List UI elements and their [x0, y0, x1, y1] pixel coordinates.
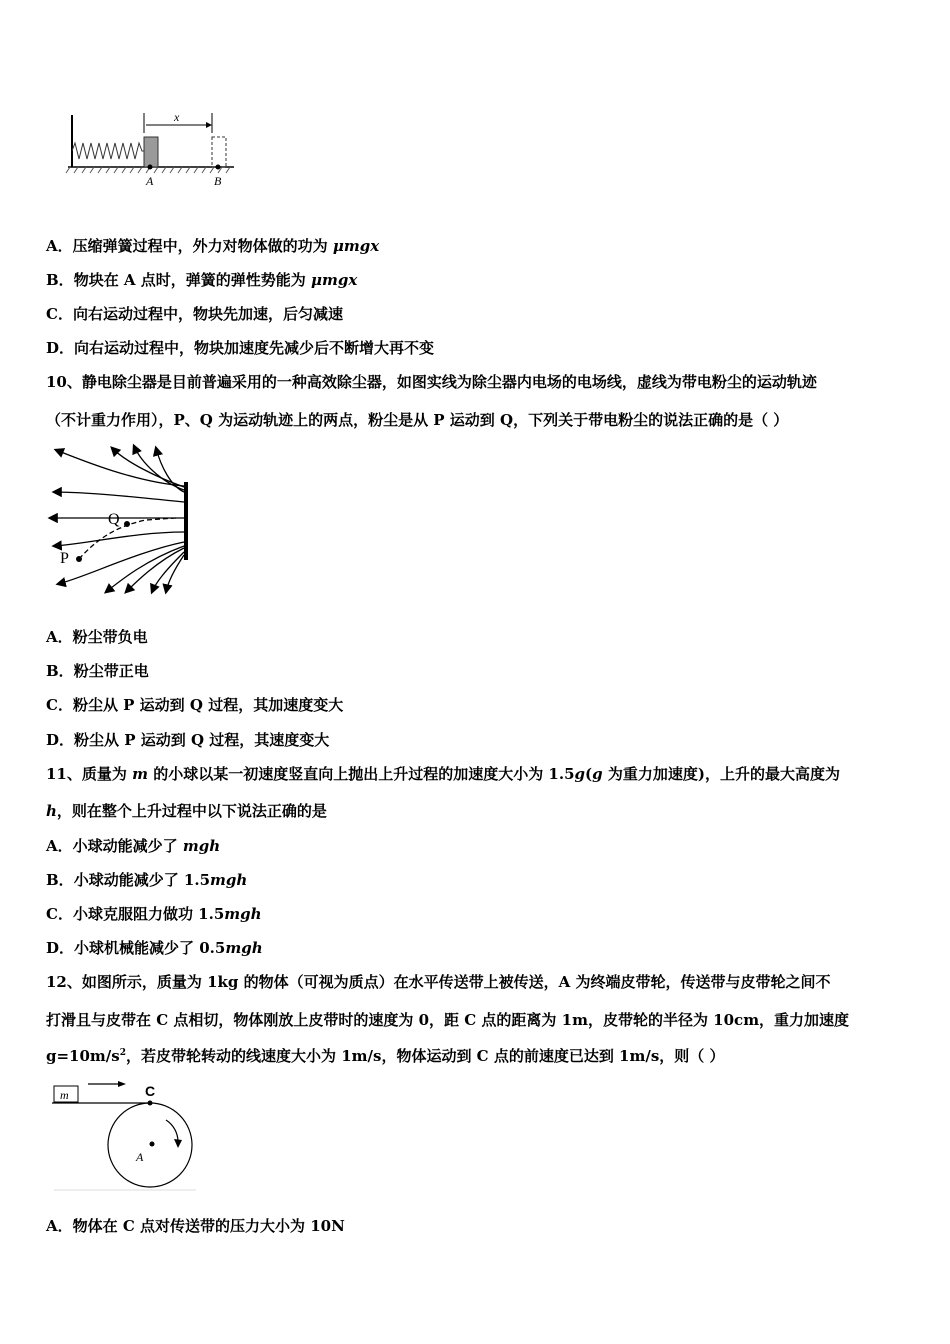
label-m: m: [60, 1088, 69, 1102]
label-p: P: [60, 550, 69, 567]
spring-block-figure: [62, 105, 242, 195]
q12-stem-line1: 12、如图所示，质量为 1kg 的物体（可视为质点）在水平传送带上被传送，A 为终端皮带轮，传送带与皮带轮之间不: [46, 973, 831, 991]
q9-option-d: D．向右运动过程中，物块加速度先减少后不断增大再不变: [46, 339, 435, 357]
q12-stem-line2: 打滑且与皮带在 C 点相切，物体刚放上皮带时的速度为 0，距 C 点的距离为 1m，皮带轮的半径为 10cm，重力加速度: [46, 1011, 850, 1029]
q10-option-b: B．粉尘带正电: [46, 662, 149, 680]
label-c: C: [145, 1083, 156, 1099]
q9-option-a: A．压缩弹簧过程中，外力对物体做的功为 μmgx: [46, 237, 380, 255]
label-b: B: [214, 174, 222, 188]
block-b-dashed: [212, 137, 226, 167]
block-a: [144, 137, 158, 167]
q10-option-a: A．粉尘带负电: [46, 628, 148, 646]
q9-option-c: C．向右运动过程中，物块先加速，后匀减速: [46, 305, 343, 323]
q12-option-a: A．物体在 C 点对传送带的压力大小为 10N: [46, 1217, 345, 1235]
q11-stem-line2: h，则在整个上升过程中以下说法正确的是: [46, 802, 327, 820]
rotation-arrow: [166, 1120, 178, 1142]
q10-stem-line1: 10、静电除尘器是目前普遍采用的一种高效除尘器，如图实线为除尘器内电场的电场线，虚线为带电粉尘的运动轨迹: [46, 373, 817, 391]
point-p: [76, 556, 82, 562]
q10-stem-line2: （不计重力作用），P、Q 为运动轨迹上的两点，粉尘是从 P 运动到 Q，下列关于带电粉尘的说法正确的是（ ）: [46, 411, 789, 429]
q10-option-c: C．粉尘从 P 运动到 Q 过程，其加速度变大: [46, 696, 344, 714]
label-a: A: [146, 174, 154, 188]
conveyor-belt-figure: [50, 1076, 200, 1194]
q11-stem-line1: 11、质量为 m 的小球以某一初速度竖直向上抛出上升过程的加速度大小为 1.5g(g 为重力加速度)，上升的最大高度为: [46, 765, 840, 783]
q11-option-b: B．小球动能减少了 1.5mgh: [46, 871, 248, 889]
electric-field-figure: [46, 442, 196, 597]
q11-option-d: D．小球机械能减少了 0.5mgh: [46, 939, 263, 957]
q9-option-b: B．物块在 A 点时，弹簧的弹性势能为 μmgx: [46, 271, 358, 289]
q11-option-a: A．小球动能减少了 mgh: [46, 837, 221, 855]
spring: [72, 143, 144, 159]
q10-option-d: D．粉尘从 P 运动到 Q 过程，其速度变大: [46, 731, 330, 749]
label-x: x: [174, 110, 180, 124]
point-q: [124, 521, 130, 527]
q11-option-c: C．小球克服阻力做功 1.5mgh: [46, 905, 262, 923]
q12-stem-line3: $g=10m/s^2$，若皮带轮转动的线速度大小为 1m/s，物体运动到 C 点的前速度已达到 1m/s，则（ ）: [46, 1047, 725, 1065]
label-q: Q: [108, 511, 120, 528]
label-a: A: [136, 1150, 144, 1164]
